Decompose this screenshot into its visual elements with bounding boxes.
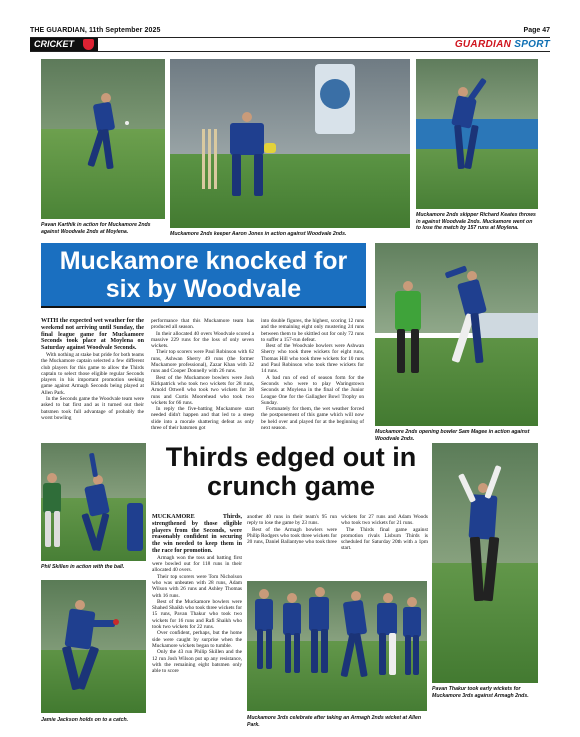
story1-lead: WITH the expected wet weather for the weekend not arriving until Sunday, the final league game for Muckamore Seconds took place at Moylena on Saturday against Woodvale Seconds. bbox=[41, 318, 145, 352]
section-label: CRICKET bbox=[34, 39, 74, 49]
story1-column-2 bbox=[151, 318, 254, 431]
story2-paragraph: Their top scorers were Tom Nicholson who was unbeaten with 28 runs, Adam Wilson with 26 runs and Ashley Thomas with 16 runs. bbox=[152, 573, 242, 599]
story2-column-2 bbox=[247, 514, 337, 545]
caption-photo-7: Muckamore 3rds celebrate after taking an Armagh 2nds wicket at Allen Park. bbox=[247, 715, 422, 728]
story2-paragraph: The Thirds final game against promotion rivals Lisburn Thirds is scheduled for Saturday 20th with a 1pm start. bbox=[341, 526, 428, 552]
story1-paragraph: Fortunately for them, the wet weather forced the postponement of this game which will now be held over and played for at the beginning of next season. bbox=[261, 406, 364, 432]
page-number: Page 47 bbox=[523, 27, 550, 34]
photo-aaron-jones bbox=[170, 59, 410, 228]
brand-sub: SPORT bbox=[514, 39, 550, 50]
story2-column-1 bbox=[152, 514, 242, 674]
story1-paragraph: A bad run of end of season form for the Seconds who were to play Waringstown Seconds at Moylena in the final of the Junior League One for the Gallagher Bowl Trophy on Sunday. bbox=[261, 374, 364, 406]
story1-paragraph: into double figures, the highest, scoring 12 runs and the remaining eight only mustering 24 runs between them to be skittled out for only 72 runs to suffer a 157-run defeat. bbox=[261, 318, 364, 343]
caption-photo-3: Muckamore 2nds skipper Richard Keates throws in against Woodvale 2nds. Muckamore went on to lose the match by 157 runs at Moylena. bbox=[416, 212, 536, 231]
photo-pavan-karthik bbox=[41, 59, 165, 219]
story1-paragraph: Best of the Muckamore bowlers were Josh Kirkpatrick who took two wickets for 28 runs, Arnold Ottwell who took two wickets for 38 runs and Curtis Moorehead who took two wickets for 66 runs. bbox=[151, 374, 254, 406]
photo-team-celebration bbox=[247, 581, 427, 711]
story2-paragraph: Only the 43 run Philip Skillen and the 12 run Josh Wilson put up any resistance, with the remaining eight batsmen only able to score bbox=[152, 649, 242, 675]
story1-paragraph: With nothing at stake but pride for both teams the Muckamore captain selected a few different club players for this game to allow the Thirds captain to select those eligible regular Seconds players in his important promotion seeking game against Armagh Seconds being played at Allen Park. bbox=[41, 351, 144, 396]
story2-paragraph: Best of the Armagh bowlers were Philip Rodgers who took three wickets for 20 runs, Daniel Ballantyne who took three bbox=[247, 526, 337, 546]
newspaper-date: THE GUARDIAN, 11th September 2025 bbox=[30, 27, 161, 34]
brand-main: GUARDIAN bbox=[454, 39, 512, 50]
caption-photo-8: Pavan Thakur took early wickets for Muckamore 3rds against Armagh 2nds. bbox=[432, 686, 529, 699]
caption-photo-4: Muckamore 2nds opening bowler Sam Magee in action against Woodvale 2nds. bbox=[375, 429, 530, 442]
story1-column-1 bbox=[41, 318, 144, 421]
story1-paragraph: In the Seconds game the Woodvale team were asked to bat first and as it turned out their batsmen took full advantage of probably the worst bowling bbox=[41, 396, 144, 421]
story2-column-3 bbox=[341, 514, 428, 552]
story2-paragraph: Armagh won the toss and batting first were bowled out for 118 runs in their allocated 40 overs. bbox=[152, 554, 242, 574]
story2-paragraph: Best of the Muckamore bowlers were Shahed Shaikh who took three wickets for 15 runs, Pavan Thakur who took two wickets for 16 runs and Rafi Shaikh who took two wickets for 22 runs. bbox=[152, 598, 242, 631]
photo-jamie-jackson bbox=[41, 580, 146, 713]
caption-photo-2: Muckamore 2nds keeper Aaron Jones in action against Woodvale 2nds. bbox=[170, 231, 347, 237]
section-tab bbox=[30, 38, 98, 51]
story2-paragraph: wickets for 27 runs and Adam Woods who took two wickets for 21 runs. bbox=[341, 514, 428, 527]
story2-lead: MUCKAMORE Thirds, strengthened by those eligible players from the Seconds, were reasonably confident in securing the win needed to keep them in the race for promotion. bbox=[152, 514, 242, 554]
story2-headline: Thirds edged out in crunch game bbox=[165, 442, 417, 501]
caption-photo-5: Phil Skillen in action with the ball. bbox=[41, 564, 125, 570]
caption-photo-6: Jamie Jackson holds on to a catch. bbox=[41, 717, 129, 723]
story2-paragraph: Over confident, perhaps, but the home side were caught by surprise when the Muckamore wickets began to tumble. bbox=[152, 630, 242, 649]
story2-paragraph: another 40 runs in their team's 95 run reply to lose the game by 23 runs. bbox=[247, 514, 337, 527]
story1-paragraph: In their allocated 40 overs Woodvale scored a massive 229 runs for the loss of only seven wickets. bbox=[151, 330, 254, 350]
brand-logo bbox=[455, 39, 550, 50]
photo-phil-skillen bbox=[41, 443, 146, 561]
story1-paragraph: performance that this Muckamore team has produced all season. bbox=[151, 318, 254, 331]
photo-pavan-thakur bbox=[432, 443, 538, 683]
story1-headline: Muckamore knocked for six by Woodvale bbox=[41, 243, 366, 308]
story1-paragraph: Best of the Woodvale bowlers were Ashwan Sherry who took three wickets for eight runs, Thomas Hill who took three wickets for 10 runs and Paul Robinson who took three wickets for 14 runs. bbox=[261, 343, 364, 375]
story1-column-3 bbox=[261, 318, 364, 431]
photo-richard-keates bbox=[416, 59, 538, 209]
caption-photo-1: Pavan Karthik in action for Muckamore 2nds against Woodvale 2nds at Moylena. bbox=[41, 222, 151, 235]
story1-paragraph: Their top scorers were Paul Robinson with 62 runs, Ashwan Sherry 49 runs (the former Muckamore professional), Zazar Khan with 32 runs and Cooper Donnelly with 26 runs. bbox=[151, 349, 254, 375]
club-crest-icon bbox=[83, 39, 94, 50]
story1-paragraph: In reply the five-batting Muckamore start needed didn't happen and that led to a steep slide into a morale shattering defeat as only three of their batsmen got bbox=[151, 406, 254, 432]
photo-sam-magee bbox=[375, 243, 538, 426]
